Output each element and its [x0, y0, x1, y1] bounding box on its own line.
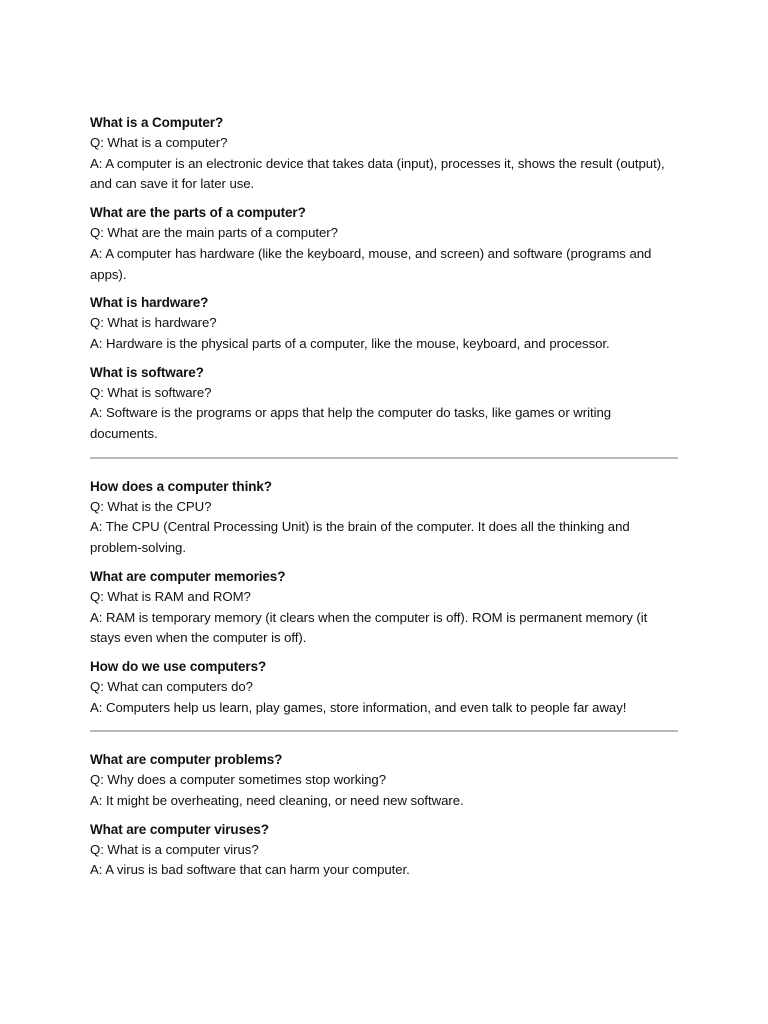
- horizontal-divider: [90, 730, 678, 732]
- question-text: Q: What is a computer virus?: [90, 841, 259, 857]
- answer-text: A: The CPU (Central Processing Unit) is the brain of the computer. It does all the thinking and problem-solving.: [90, 519, 630, 556]
- qa-block: [90, 567, 680, 649]
- question-text: Q: What is a computer?: [90, 135, 228, 150]
- qa-block: [90, 363, 680, 445]
- section-heading: What are computer problems?: [90, 752, 283, 768]
- question-text: Q: What is hardware?: [90, 315, 217, 331]
- section-heading: What are the parts of a computer?: [90, 205, 306, 221]
- question-text: Q: Why does a computer sometimes stop working?: [90, 772, 387, 788]
- answer-text: A: A computer has hardware (like the keyboard, mouse, and screen) and software (programs and apps).: [90, 245, 652, 282]
- answer-text: A: RAM is temporary memory (it clears when the computer is off). ROM is permanent memory (it stays even when the computer is off).: [90, 609, 648, 646]
- section-heading: How does a computer think?: [90, 478, 272, 494]
- document-page: [90, 113, 680, 881]
- section-heading: What is hardware?: [90, 295, 209, 311]
- qa-block: [90, 657, 680, 718]
- question-text: Q: What is the CPU?: [90, 498, 212, 514]
- section-heading: What are computer memories?: [90, 568, 286, 584]
- section-problems: [90, 750, 680, 881]
- answer-text: A: Hardware is the physical parts of a computer, like the mouse, keyboard, and processor.: [90, 335, 610, 351]
- section-heading: How do we use computers?: [90, 658, 267, 674]
- qa-block: [90, 820, 680, 881]
- qa-block: [90, 750, 680, 811]
- section-heading: What is software?: [90, 364, 204, 380]
- question-text: Q: What can computers do?: [90, 678, 253, 694]
- qa-block: [90, 293, 680, 354]
- answer-text: A: Software is the programs or apps that help the computer do tasks, like games or writing documents.: [90, 405, 612, 442]
- section-heading: What is a Computer?: [90, 115, 224, 130]
- qa-block: [90, 113, 680, 195]
- question-text: Q: What are the main parts of a computer?: [90, 225, 338, 241]
- answer-text: A: It might be overheating, need cleaning, or need new software.: [90, 793, 464, 809]
- answer-text: A: A computer is an electronic device that takes data (input), processes it, shows the result (output), and can save it for later use.: [90, 155, 665, 192]
- section-inside: [90, 477, 680, 719]
- section-heading: What are computer viruses?: [90, 821, 269, 837]
- qa-block: [90, 203, 680, 285]
- question-text: Q: What is software?: [90, 384, 212, 400]
- answer-text: A: A virus is bad software that can harm your computer.: [90, 862, 410, 878]
- qa-block: [90, 477, 680, 559]
- answer-text: A: Computers help us learn, play games, store information, and even talk to people far away!: [90, 699, 627, 715]
- horizontal-divider: [90, 457, 678, 459]
- question-text: Q: What is RAM and ROM?: [90, 588, 251, 604]
- section-basics: [90, 113, 680, 445]
